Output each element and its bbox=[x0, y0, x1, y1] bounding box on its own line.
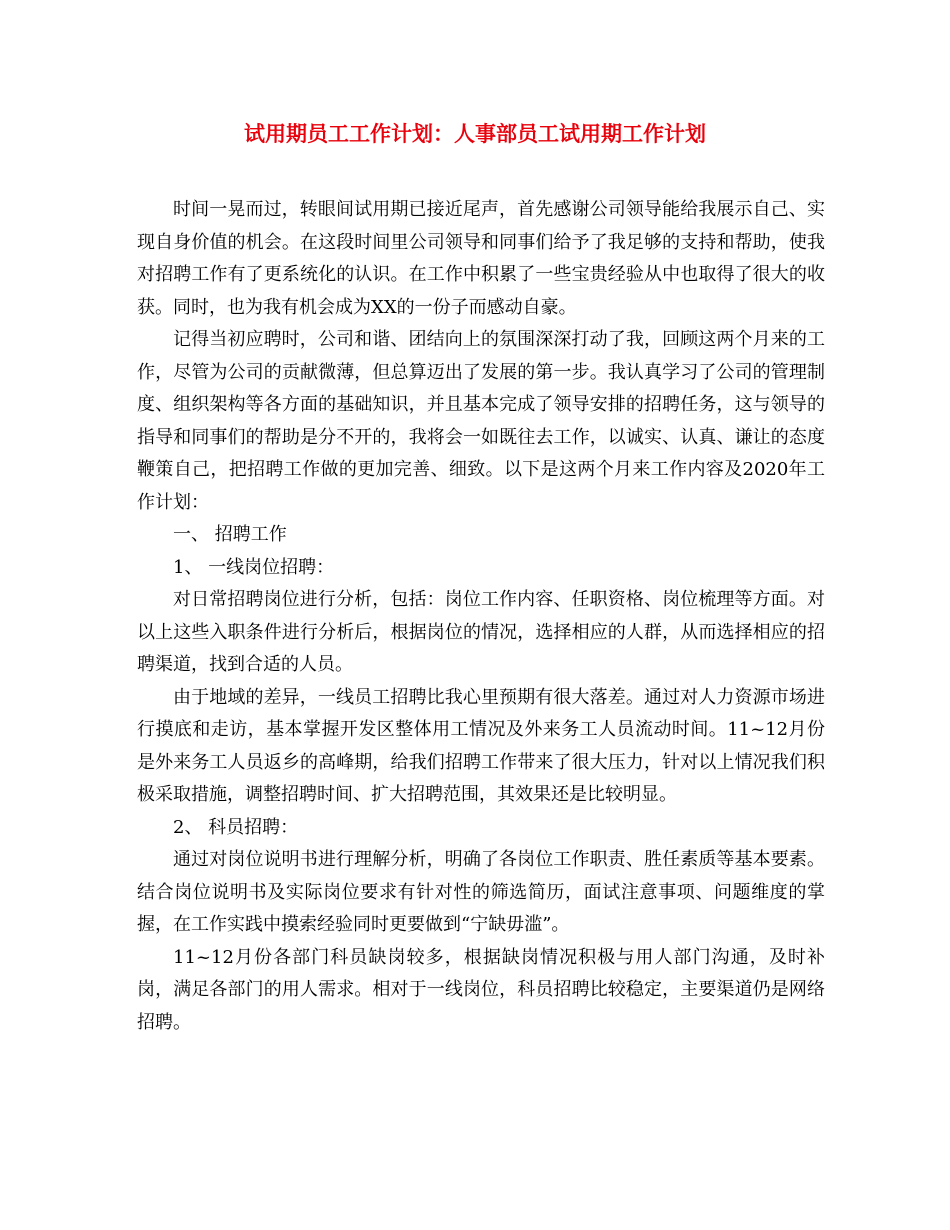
paragraph-staff-vacancies: 11~12月份各部门科员缺岗较多，根据缺岗情况积极与用人部门沟通，及时补岗，满足各部门的用人需求。相对于一线岗位，科员招聘比较稳定，主要渠道仍是网络招聘。 bbox=[137, 946, 825, 1033]
paragraph-intro: 时间一晃而过，转眼间试用期已接近尾声，首先感谢公司领导能给我展示自己、实现自身价值的机会。在这段时间里公司领导和同事们给予了我足够的支持和帮助，使我对招聘工作有了更系统化的认识。在工作中积累了一些宝贵经验从中也取得了很大的收获。同时，也为我有机会成为XX的一份子而感动自豪。 bbox=[137, 199, 825, 318]
document-title: 试用期员工工作计划：人事部员工试用期工作计划 bbox=[244, 121, 706, 146]
paragraph-review: 记得当初应聘时，公司和谐、团结向上的氛围深深打动了我，回顾这两个月来的工作，尽管为公司的贡献微薄，但总算迈出了发展的第一步。我认真学习了公司的管理制度、组织架构等各方面的基础知识，并且基本完成了领导安排的招聘任务，这与领导的指导和同事们的帮助是分不开的，我将会一如既往去工作，以诚实、认真、谦让的态度鞭策自己，把招聘工作做的更加完善、细致。以下是这两个月来工作内容及2020年工作计划： bbox=[137, 329, 825, 513]
paragraph-job-description: 通过对岗位说明书进行理解分析，明确了各岗位工作职责、胜任素质等基本要素。结合岗位说明书及实际岗位要求有针对性的筛选简历，面试注意事项、问题维度的掌握，在工作实践中摸索经验同时更要做到“宁缺毋滥”。 bbox=[137, 849, 825, 935]
subheading-staff-recruitment: 2、 科员招聘： bbox=[173, 816, 299, 838]
document-body bbox=[137, 194, 825, 1039]
section-heading-recruitment: 一、 招聘工作 bbox=[173, 524, 287, 545]
subheading-frontline-recruitment: 1、 一线岗位招聘： bbox=[173, 556, 335, 578]
paragraph-regional-difference: 由于地域的差异，一线员工招聘比我心里预期有很大落差。通过对人力资源市场进行摸底和走访，基本掌握开发区整体用工情况及外来务工人员流动时间。11~12月份是外来务工人员返乡的高峰期，给我们招聘工作带来了很大压力，针对以上情况我们积极采取措施，调整招聘时间、扩大招聘范围，其效果还是比较明显。 bbox=[137, 686, 825, 805]
paragraph-position-analysis: 对日常招聘岗位进行分析，包括：岗位工作内容、任职资格、岗位梳理等方面。对以上这些入职条件进行分析后，根据岗位的情况，选择相应的人群，从而选择相应的招聘渠道，找到合适的人员。 bbox=[137, 589, 825, 675]
